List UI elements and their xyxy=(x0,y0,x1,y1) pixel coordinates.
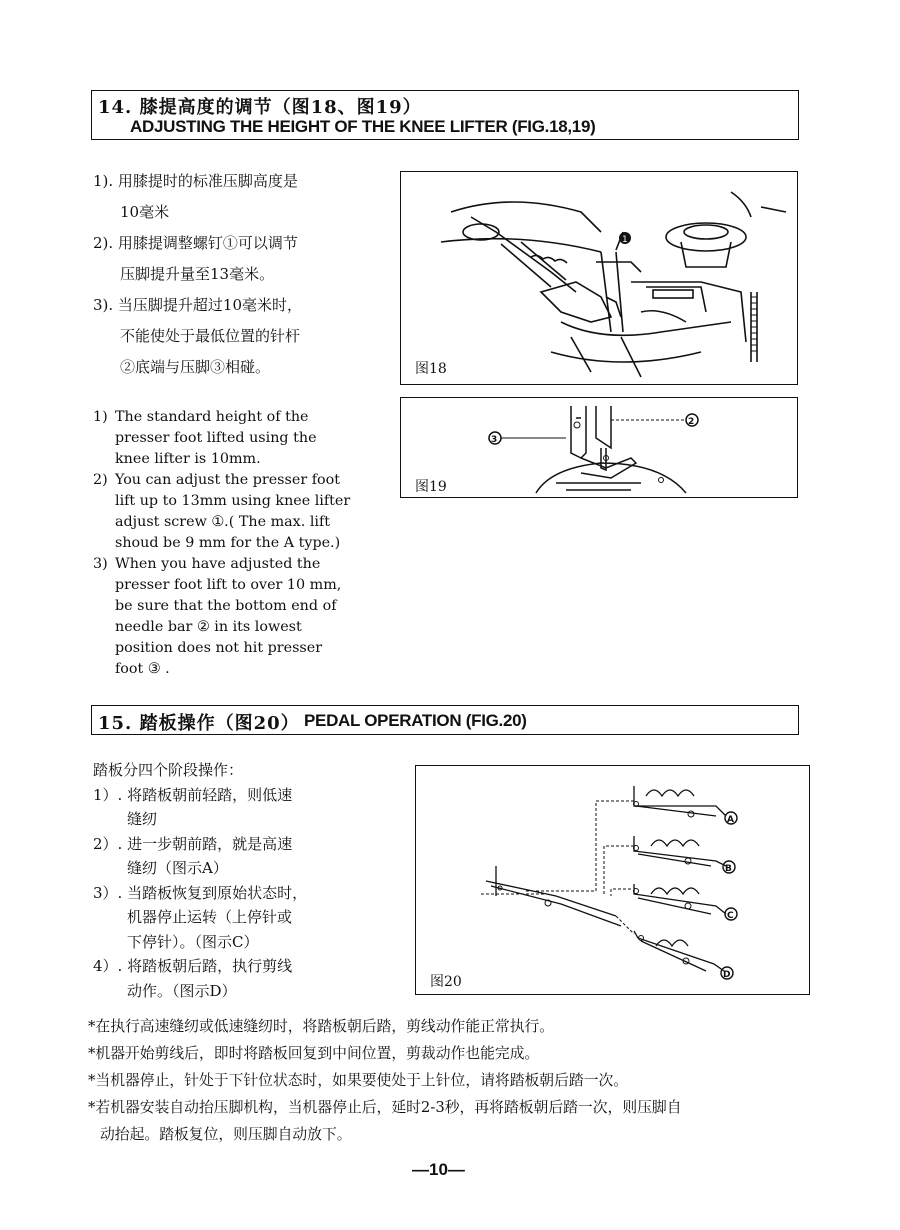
figure-18 xyxy=(400,171,798,385)
section-15-list xyxy=(93,758,307,1003)
svg-text:B: B xyxy=(725,864,732,874)
figure-18-label: 图18 xyxy=(415,361,447,377)
svg-text:C: C xyxy=(727,911,734,921)
note-2: *机器开始剪线后，即时将踏板回复到中间位置，剪裁动作也能完成。 xyxy=(88,1045,540,1062)
en-item-1-text: The standard height of the presser foot lifted using the knee lifter is 10mm. xyxy=(115,409,317,467)
cn-item-2-line2: 压脚提升量至13毫米。 xyxy=(120,265,275,283)
section-14-en-list xyxy=(93,407,393,680)
en-item-2-num: 2) xyxy=(93,472,108,488)
en-item-3-num: 3) xyxy=(93,556,108,572)
section-15-title-cn: 15. 踏板操作（图20） xyxy=(98,713,300,734)
en-item-2-text: You can adjust the presser foot lift up to 13mm using knee lifter adjust screw ①.( The max. lift shoud be 9 mm for the A type.) xyxy=(115,472,351,551)
pedal-item-3-line3: 下停针）。（图示C） xyxy=(127,932,259,951)
pedal-item-1-line2: 缝纫 xyxy=(127,810,158,828)
note-5: 动抬起。踏板复位，则压脚自动放下。 xyxy=(100,1126,352,1143)
en-item-3-text: When you have adjusted the presser foot lift to over 10 mm, be sure that the bottom end of needle bar ② in its lowest position does not hit presser foot ③ . xyxy=(115,556,342,677)
knee-lifter-illustration xyxy=(401,172,797,384)
section-15-title-en: PEDAL OPERATION (FIG.20) xyxy=(304,711,527,730)
section-14-title-cn: 14. 膝提高度的调节（图18、图19） xyxy=(98,97,422,118)
svg-text:A: A xyxy=(727,815,734,825)
note-1: *在执行高速缝纫或低速缝纫时，将踏板朝后踏，剪线动作能正常执行。 xyxy=(88,1018,555,1035)
pedal-item-2-line1: 2）. 进一步朝前踏，就是高速 xyxy=(93,834,293,853)
cn-item-3-line2: 不能使处于最低位置的针杆 xyxy=(120,327,301,345)
pedal-intro: 踏板分四个阶段操作： xyxy=(93,761,244,779)
pedal-item-1-line1: 1）. 将踏板朝前轻踏，则低速 xyxy=(93,785,293,804)
page-number: —10— xyxy=(412,1160,465,1179)
en-item-2 xyxy=(93,470,393,554)
cn-item-2-line1: 2). 用膝提调整螺钉①可以调节 xyxy=(93,234,298,252)
section-14-title-en: ADJUSTING THE HEIGHT OF THE KNEE LIFTER (FIG.18,19) xyxy=(130,117,596,136)
pedal-item-4-line2: 动作。（图示D） xyxy=(127,981,237,1000)
pedal-item-3-line2: 机器停止运转（上停针或 xyxy=(127,908,293,926)
figure-19-label: 图19 xyxy=(415,479,447,495)
section-14-header xyxy=(91,90,799,140)
pedal-item-3-line1: 3）. 当踏板恢复到原始状态时， xyxy=(93,883,308,902)
note-4: *若机器安装自动抬压脚机构，当机器停止后，延时2-3秒，再将踏板朝后踏一次，则压脚自 xyxy=(88,1099,682,1116)
en-item-1 xyxy=(93,407,393,470)
svg-text:2: 2 xyxy=(688,417,695,427)
pedal-positions-illustration xyxy=(416,766,809,994)
svg-text:1: 1 xyxy=(622,235,628,245)
figure-20 xyxy=(415,765,810,995)
svg-text:D: D xyxy=(723,970,731,980)
cn-item-1-line2: 10毫米 xyxy=(120,203,170,221)
note-3: *当机器停止，针处于下针位状态时，如果要使处于上针位，请将踏板朝后踏一次。 xyxy=(88,1072,629,1089)
pedal-item-2-line2: 缝纫（图示A） xyxy=(127,859,228,877)
pedal-item-4-line1: 4）. 将踏板朝后踏，执行剪线 xyxy=(93,957,293,975)
cn-item-3-line3: ②底端与压脚③相碰。 xyxy=(120,358,271,376)
figure-20-label: 图20 xyxy=(430,974,462,990)
figure-19 xyxy=(400,397,798,498)
pedal-notes xyxy=(88,1013,682,1148)
en-item-3 xyxy=(93,554,393,680)
cn-item-3-line1: 3). 当压脚提升超过10毫米时， xyxy=(93,296,303,314)
section-14-cn-list xyxy=(93,166,302,383)
needle-presser-illustration xyxy=(401,398,797,497)
svg-text:3: 3 xyxy=(491,435,498,445)
cn-item-1-line1: 1). 用膝提时的标准压脚高度是 xyxy=(93,172,298,190)
en-item-1-num: 1) xyxy=(93,409,108,425)
section-15-header xyxy=(91,705,799,735)
